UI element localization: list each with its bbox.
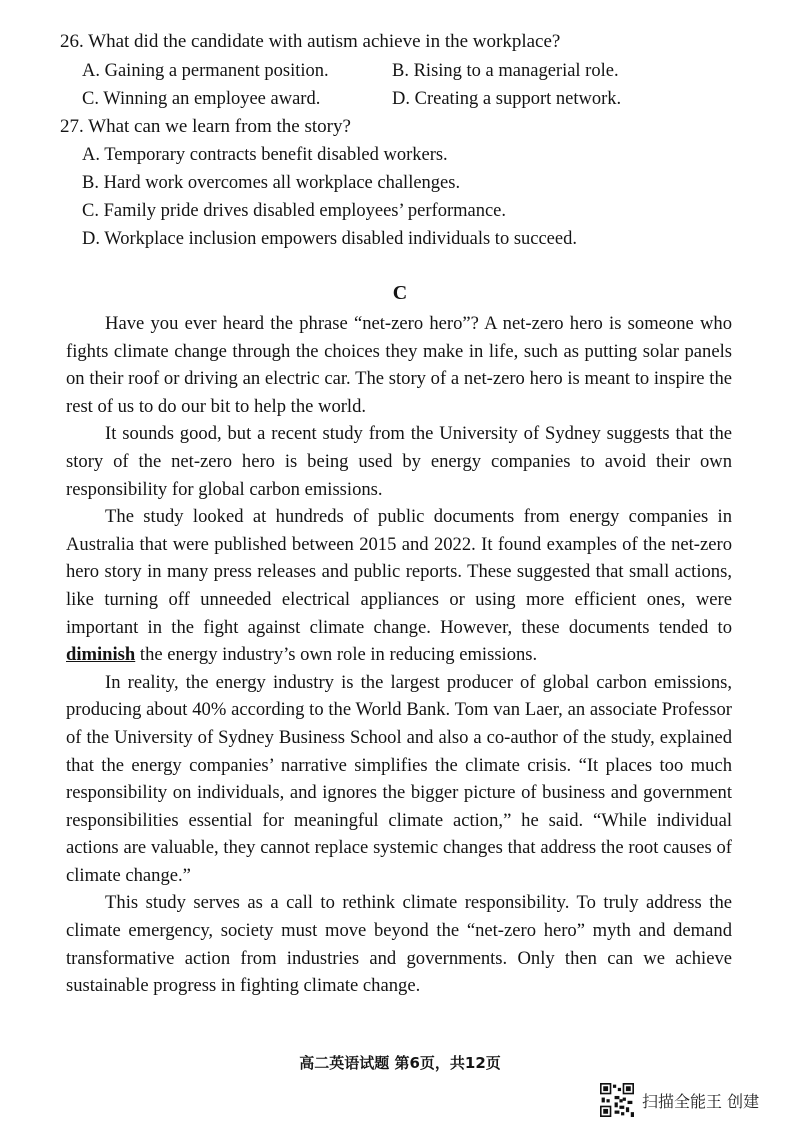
question-26-option-c: C. Winning an employee award.	[82, 89, 321, 109]
question-26-option-d: D. Creating a support network.	[392, 89, 622, 109]
question-27-option-d: D. Workplace inclusion empowers disabled individuals to succeed.	[82, 229, 577, 249]
paragraph-3-text-before: The study looked at hundreds of public documents from energy companies in Australia that were published between 2015 and 2022. It found examples of the net-zero hero story in many press releases and public reports. These suggested that small actions, like turning off unneeded electrical appliances or using more efficient ones, were important in the fight against climate change. However, these documents tended to	[66, 506, 732, 638]
question-26-stem: 26. What did the candidate with autism achieve in the workplace?	[60, 31, 561, 52]
passage-paragraph-1: Have you ever heard the phrase “net-zero hero”? A net-zero hero is someone who fights climate change through the choices they make in life, such as putting solar panels on their roof or driving an electric car. The story of a net-zero hero is meant to inspire the rest of us to do our bit to help the world.	[66, 313, 732, 417]
watermark-text: 扫描全能王 创建	[642, 1091, 760, 1111]
section-heading: C	[392, 282, 408, 304]
passage-paragraph-5: This study serves as a call to rethink climate responsibility. To truly address the climate emergency, society must move beyond the “net-zero hero” myth and demand transformative action from industries and governments. Only then can we achieve sustainable progress in fighting climate change.	[66, 892, 732, 997]
question-27-stem: 27. What can we learn from the story?	[60, 116, 351, 137]
question-27-option-a: A. Temporary contracts benefit disabled workers.	[82, 145, 448, 165]
page-footer: 高二英语试题 第6页，共12页	[299, 1054, 501, 1072]
question-27-option-c: C. Family pride drives disabled employees’ performance.	[82, 201, 507, 221]
highlighted-word: diminish	[66, 644, 136, 666]
paragraph-3-text-after: the energy industry’s own role in reducing emissions.	[135, 644, 538, 666]
passage-paragraph-3	[66, 503, 732, 669]
passage-paragraph-2: It sounds good, but a recent study from the University of Sydney suggests that the story of the net-zero hero is being used by energy companies to avoid their own responsibility for global carbon emissions.	[66, 423, 732, 500]
question-26-option-b: B. Rising to a managerial role.	[392, 61, 619, 81]
question-27-option-b: B. Hard work overcomes all workplace challenges.	[82, 173, 461, 193]
question-26-option-a: A. Gaining a permanent position.	[82, 61, 329, 81]
qr-code-icon	[600, 1083, 634, 1117]
scanner-watermark	[600, 1082, 759, 1118]
passage-paragraph-4: In reality, the energy industry is the largest producer of global carbon emissions, producing about 40% according to the World Bank. Tom van Laer, an associate Professor of the University of Sydney Business School and also a co-author of the study, explained that the energy companies’ narrative simplifies the climate crisis. “It places too much responsibility on individuals, and ignores the bigger picture of business and government responsibilities essential for meaningful climate action,” he said. “While individual actions are valuable, they cannot replace systemic changes that address the root causes of climate change.”	[66, 671, 732, 886]
reading-passage	[66, 310, 732, 1000]
